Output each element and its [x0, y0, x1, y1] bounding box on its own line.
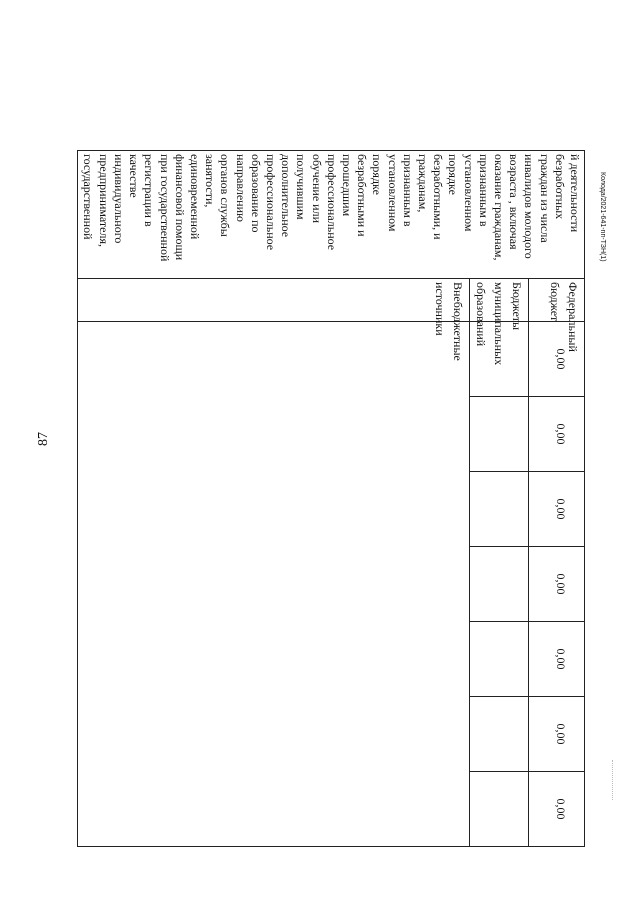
description-line: профессиональное — [263, 154, 278, 251]
description-line: образование по — [248, 154, 263, 233]
description-line: индивидуального — [111, 154, 126, 244]
description-line: единовременной — [187, 154, 202, 240]
description-line: профессиональное — [324, 154, 339, 251]
description-cell — [78, 151, 585, 279]
description-line: безработными и — [355, 154, 370, 237]
source-cell — [469, 279, 529, 366]
budget-table — [77, 150, 585, 847]
description-line: органов службы — [218, 154, 233, 237]
description-line: предпринимателя, — [96, 154, 111, 247]
value-cell: 0,00 — [529, 622, 585, 697]
description-line: государственной — [81, 154, 96, 240]
source-cell — [78, 279, 469, 361]
source-label: Федеральный бюджет — [548, 282, 580, 352]
value-cell: 0,00 — [529, 547, 585, 622]
description-line: граждан из числа — [537, 154, 552, 243]
description-line: регистрации в — [142, 154, 157, 227]
description-line: установленном — [385, 154, 400, 232]
description-line: безработных — [552, 154, 567, 220]
value-cell — [469, 622, 529, 697]
description-line: при государственной — [157, 154, 172, 262]
document-code: Колода/2021-641-nп-ТЗН(1) — [599, 172, 606, 262]
source-cell — [529, 279, 585, 352]
value-cell-empty — [78, 322, 469, 847]
page-number: 87 — [36, 432, 51, 446]
description-line: качестве — [127, 154, 142, 198]
value-cell: 0,00 — [529, 772, 585, 847]
description-text — [80, 154, 582, 275]
value-cell — [469, 547, 529, 622]
value-cell — [469, 697, 529, 772]
table-row — [529, 151, 585, 847]
description-line: порядке — [446, 154, 461, 195]
value-cell: 0,00 — [529, 397, 585, 472]
source-label: Внебюджетные источники — [432, 282, 465, 361]
description-line: возраста , включая — [507, 154, 522, 250]
description-line: безработными, и — [431, 154, 446, 240]
description-line: финансовой помощи — [172, 154, 187, 261]
description-line: й деятельности — [568, 154, 582, 233]
value-cell: 0,00 — [529, 472, 585, 547]
description-line: гражданам, — [415, 154, 430, 213]
description-line: получившим — [294, 154, 309, 220]
description-line: занятости, — [203, 154, 218, 208]
budget-table-container — [81, 150, 585, 847]
margin-mark — [612, 760, 616, 800]
description-line: оказание гражданам, — [491, 154, 506, 261]
description-line: признанным в — [400, 154, 415, 227]
source-label: Бюджеты муниципальных образований — [474, 282, 525, 366]
description-line: дополнительное — [279, 154, 294, 238]
description-line: установленном — [461, 154, 476, 232]
value-cell — [469, 472, 529, 547]
description-line: обучение или — [309, 154, 324, 224]
value-cell: 0,00 — [529, 697, 585, 772]
description-line: инвалидов молодого — [522, 154, 537, 259]
description-line: направлению — [233, 154, 248, 222]
value-cell — [469, 397, 529, 472]
value-cell: 0,00 — [529, 322, 585, 397]
description-line: порядке — [370, 154, 385, 195]
description-line: признанным в — [476, 154, 491, 227]
value-cell — [469, 772, 529, 847]
description-line: прошедшим — [339, 154, 354, 217]
